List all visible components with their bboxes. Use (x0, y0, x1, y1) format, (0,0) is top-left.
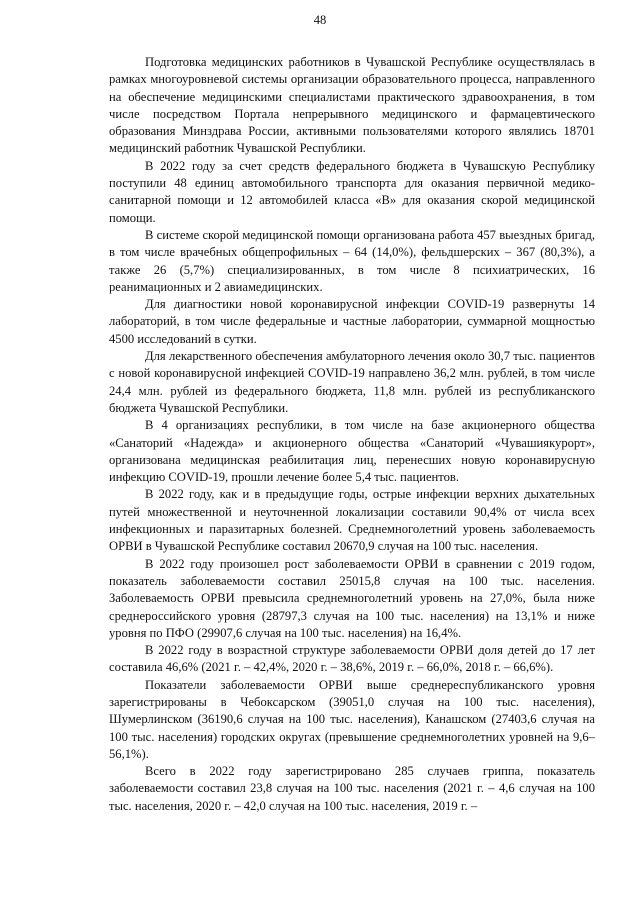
paragraph: Всего в 2022 году зарегистрировано 285 случаев гриппа, показатель заболеваемости составил 23,8 случая на 100 тыс. населения (2021 г. – 4,6 случая на 100 тыс. населения, 2020 г. – 42,0 случая на 100 тыс. населения, 2019 г. – (109, 764, 595, 813)
paragraph: В системе скорой медицинской помощи организована работа 457 выездных бригад, в том числе врачебных общепрофильных – 64 (14,0%), фельдшерских – 367 (80,3%), а также 26 (5,7%) специализированных, в том числе 8 психиатрических, 16 реанимационных и 2 авиамедицинских. (109, 227, 595, 294)
paragraph: В 4 организациях республики, в том числе на базе акционерного общества «Санаторий «Надежда» и акционерного общества «Санаторий «Чувашиякурорт», организована медицинская реабилитация лиц, перенесших новую коронавирусную инфекцию COVID-19, прошли лечение более 5,4 тыс. пациентов. (109, 418, 595, 485)
paragraph: Подготовка медицинских работников в Чувашской Республике осуществлялась в рамках многоуровневой системы организации образовательного процесса, направленного на обеспечение медицинскими специалистами практического здравоохранения, в том числе посредством Портала непрерывного медицинского и фармацевтического образования Минздрава России, активными пользователями которого являлись 18701 медицинский работник Чувашской Республики. (109, 55, 595, 156)
paragraph: Для диагностики новой коронавирусной инфекции COVID-19 развернуты 14 лабораторий, в том числе федеральные и частные лаборатории, суммарной мощностью 4500 исследований в сутки. (109, 297, 595, 346)
paragraph: В 2022 году за счет средств федерального бюджета в Чувашскую Республику поступили 48 единиц автомобильного транспорта для оказания первичной медико-санитарной помощи и 12 автомобилей класса «В» для оказания скорой медицинской помощи. (109, 158, 595, 225)
paragraph: В 2022 году в возрастной структуре заболеваемости ОРВИ доля детей до 17 лет составила 46,6% (2021 г. – 42,4%, 2020 г. – 38,6%, 2019 г. – 66,0%, 2018 г. – 66,6%). (109, 643, 595, 675)
paragraph: Показатели заболеваемости ОРВИ выше среднереспубликанского уровня зарегистрированы в Чебоксарском (39051,0 случая на 100 тыс. населения), Шумерлинском (36190,6 случая на 100 тыс. населения), Канашском (27403,6 случая на 100 тыс. населения) городских округах (превышение среднемноголетних уровней на 9,6–56,1%). (109, 677, 595, 761)
paragraph: В 2022 году произошел рост заболеваемости ОРВИ в сравнении с 2019 годом, показатель заболеваемости составил 25015,8 случая на 100 тыс. населения. Заболеваемость ОРВИ превысила среднемноголетний уровень на 27,0%, была ниже среднероссийского уровня (28797,3 случая на 100 тыс. населения) на 13,1% и ниже уровня по ПФО (29907,6 случая на 100 тыс. населения) на 16,4%. (109, 556, 595, 640)
page-number: 48 (313, 13, 327, 27)
paragraph: Для лекарственного обеспечения амбулаторного лечения около 30,7 тыс. пациентов с новой коронавирусной инфекцией COVID-19 направлено 36,2 млн. рублей, в том числе 24,4 млн. рублей из федерального бюджета, 11,8 млн. рублей из республиканского бюджета Чувашской Республики. (109, 349, 595, 415)
paragraph: В 2022 году, как и в предыдущие годы, острые инфекции верхних дыхательных путей множественной и неуточненной локализации составили 90,4% от числа всех инфекционных и паразитарных болезней. Среднемноголетний уровень заболеваемость ОРВИ в Чувашской Республике составил 20670,9 случая на 100 тыс. населения. (109, 487, 595, 554)
body-text (109, 54, 595, 815)
